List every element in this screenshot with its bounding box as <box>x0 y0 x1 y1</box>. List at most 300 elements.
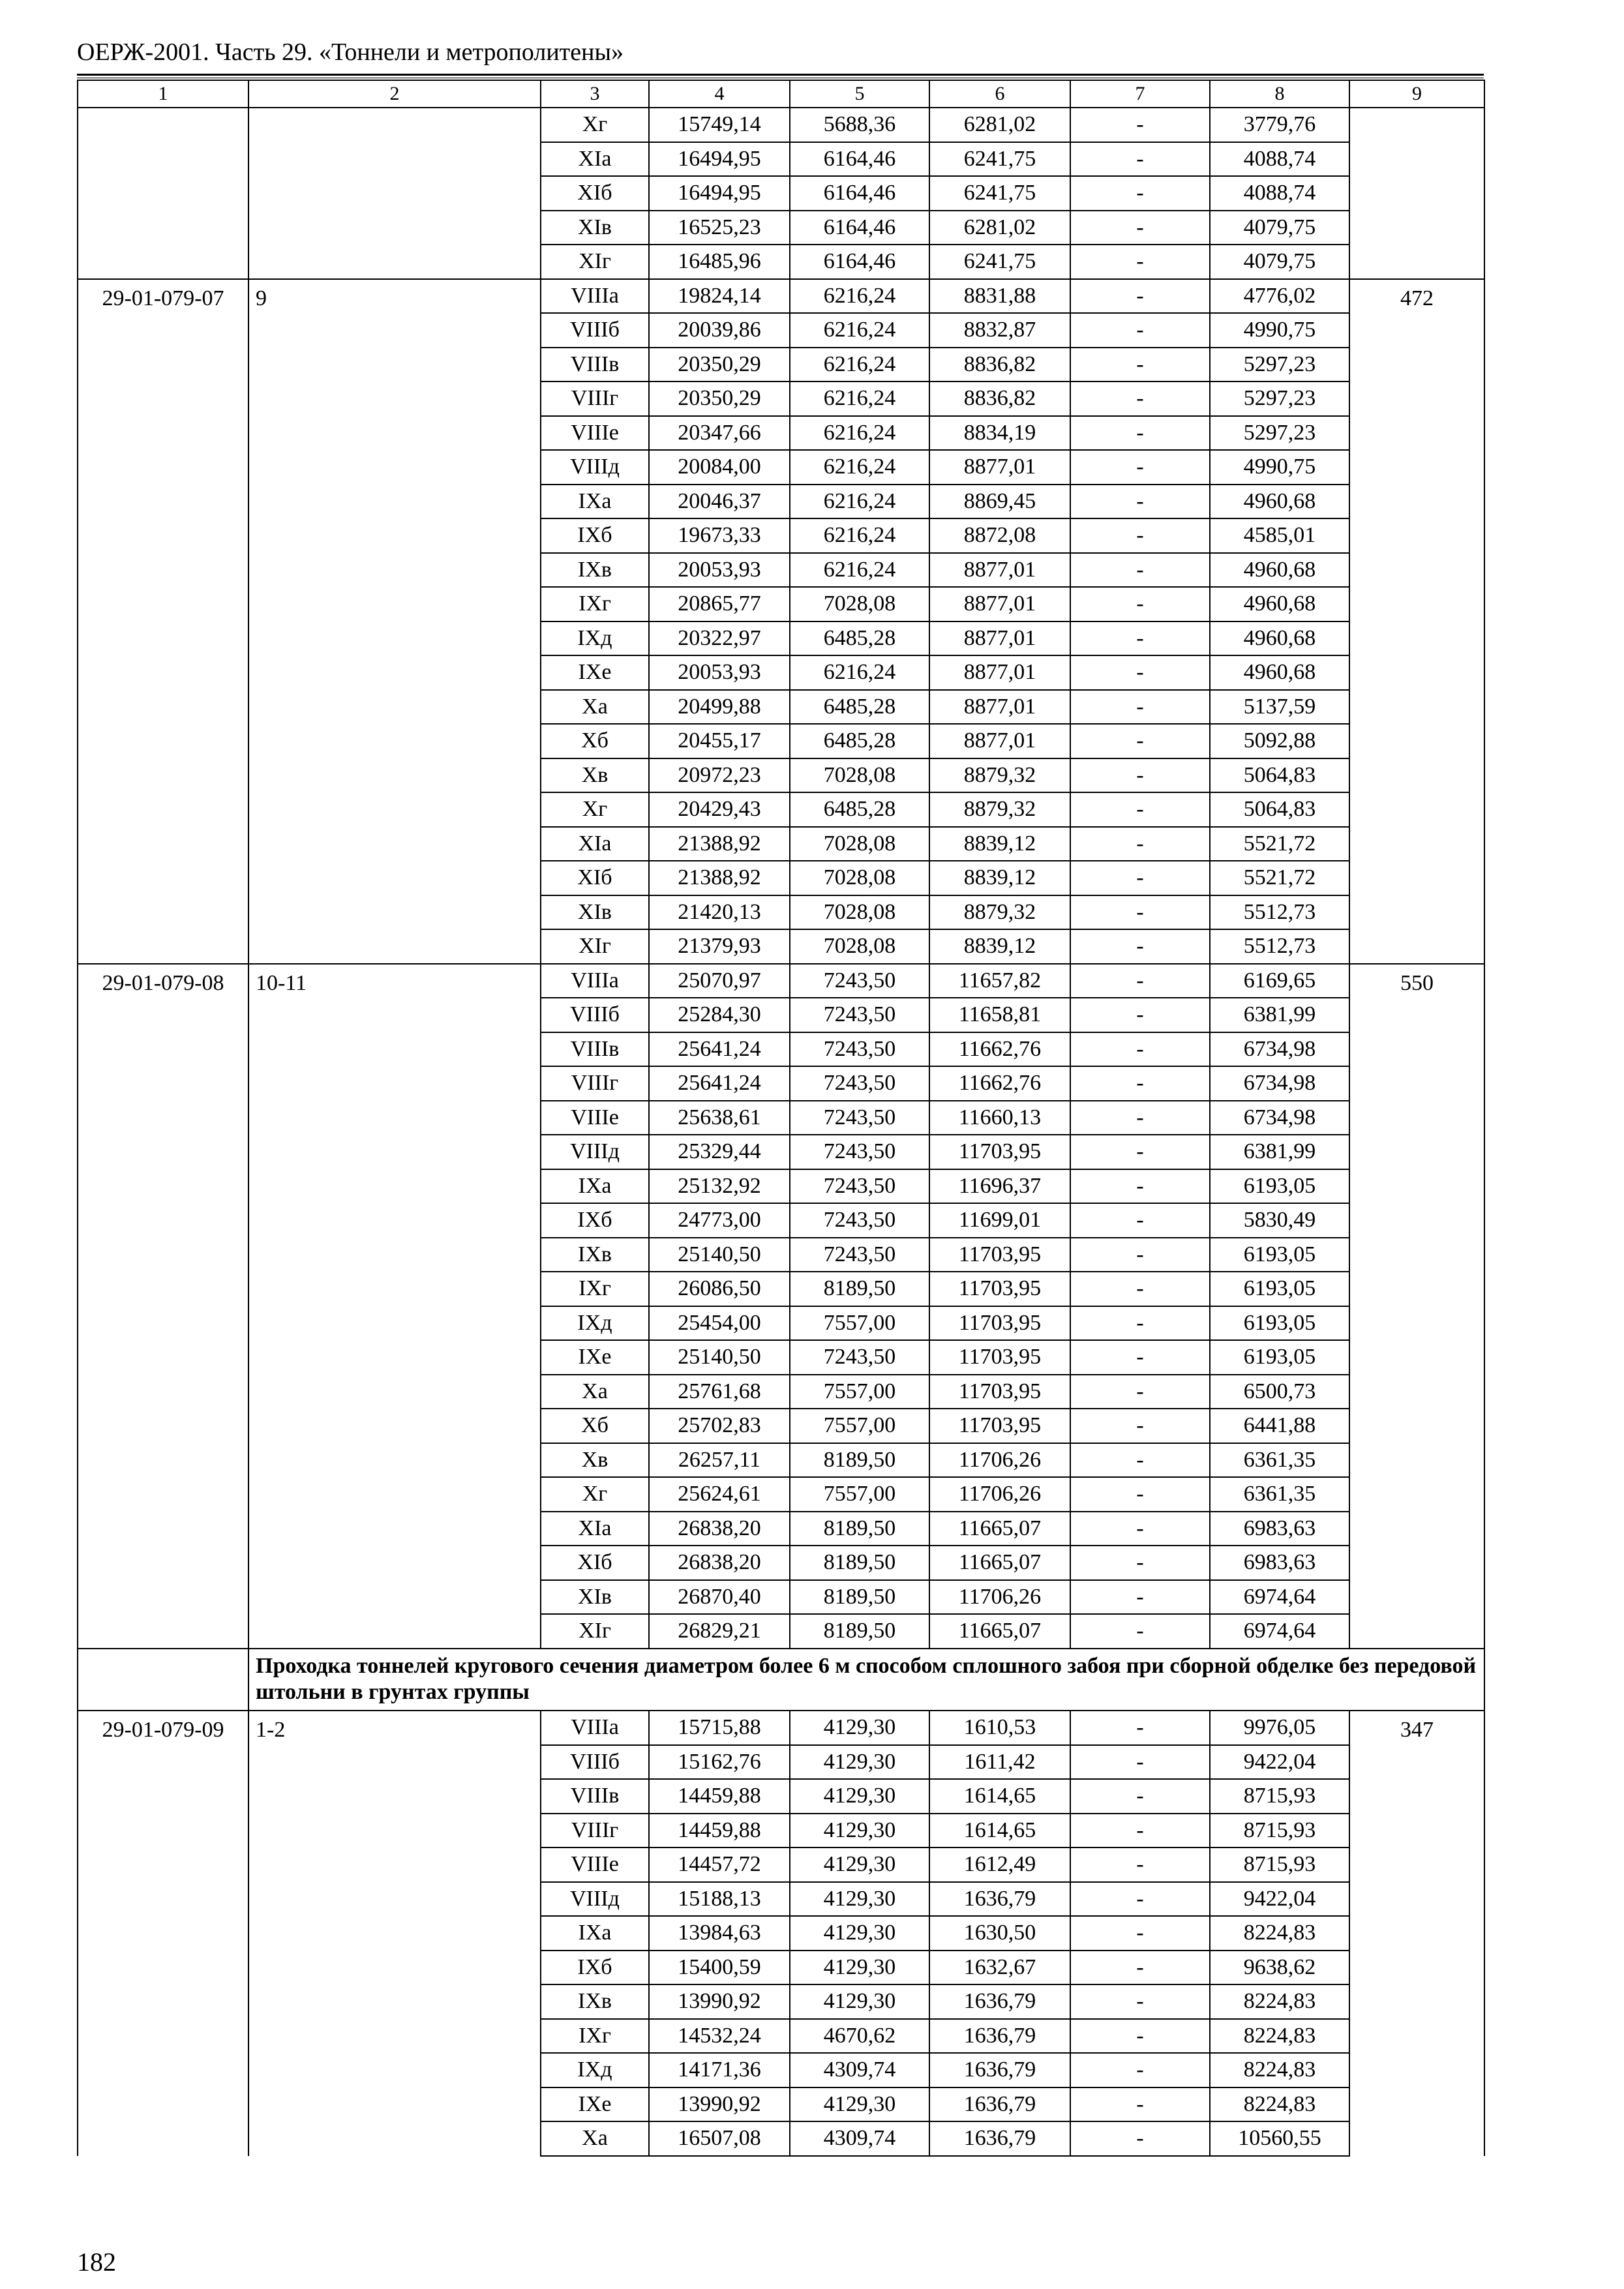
zone-class: Xв <box>541 1443 649 1478</box>
page-number: 182 <box>77 2247 116 2277</box>
driver-cost: - <box>1070 998 1210 1032</box>
material-cost: 8715,93 <box>1210 1779 1349 1814</box>
total-cost: 21388,92 <box>649 861 790 895</box>
material-cost: 5092,88 <box>1210 724 1349 758</box>
labor-cost: 6485,28 <box>790 690 929 725</box>
total-cost: 25284,30 <box>649 998 790 1032</box>
material-cost: 5064,83 <box>1210 758 1349 793</box>
driver-cost: - <box>1070 1614 1210 1649</box>
labor-cost: 4129,30 <box>790 1916 929 1951</box>
total-cost: 25702,83 <box>649 1409 790 1443</box>
driver-cost: - <box>1070 1951 1210 1985</box>
zone-class: VIIIе <box>541 416 649 451</box>
labor-cost: 7243,50 <box>790 1101 929 1135</box>
driver-cost: - <box>1070 1135 1210 1169</box>
machine-cost: 1614,65 <box>929 1814 1070 1848</box>
zone-class: Xа <box>541 1375 649 1409</box>
total-cost: 16507,08 <box>649 2121 790 2156</box>
table-row <box>78 964 1484 998</box>
machine-cost: 11703,95 <box>929 1238 1070 1272</box>
zone-class: VIIIд <box>541 450 649 485</box>
zone-class: XIг <box>541 929 649 964</box>
driver-cost: - <box>1070 518 1210 553</box>
labor-cost: 4309,74 <box>790 2121 929 2156</box>
material-cost: 6983,63 <box>1210 1512 1349 1546</box>
machine-cost: 11703,95 <box>929 1306 1070 1341</box>
zone-class: XIб <box>541 861 649 895</box>
material-cost: 9638,62 <box>1210 1951 1349 1985</box>
machine-cost: 11665,07 <box>929 1546 1070 1580</box>
driver-cost: - <box>1070 690 1210 725</box>
material-cost: 6381,99 <box>1210 998 1349 1032</box>
total-cost: 13990,92 <box>649 2087 790 2122</box>
driver-cost: - <box>1070 1580 1210 1615</box>
total-cost: 16485,96 <box>649 245 790 279</box>
driver-cost: - <box>1070 1477 1210 1512</box>
labor-cost: 7028,08 <box>790 827 929 861</box>
material-cost: 5512,73 <box>1210 895 1349 930</box>
machine-cost: 1632,67 <box>929 1951 1070 1985</box>
labor-cost: 8189,50 <box>790 1443 929 1478</box>
machine-cost: 11696,37 <box>929 1169 1070 1204</box>
driver-cost: - <box>1070 1272 1210 1306</box>
driver-cost: - <box>1070 1169 1210 1204</box>
total-cost: 26257,11 <box>649 1443 790 1478</box>
driver-cost: - <box>1070 416 1210 451</box>
zone-class: IXе <box>541 1340 649 1375</box>
material-cost: 4960,68 <box>1210 621 1349 656</box>
machine-cost: 6241,75 <box>929 176 1070 211</box>
total-cost: 24773,00 <box>649 1203 790 1238</box>
material-cost: 5297,23 <box>1210 416 1349 451</box>
machine-cost: 11665,07 <box>929 1512 1070 1546</box>
driver-cost: - <box>1070 2087 1210 2122</box>
machine-cost: 1630,50 <box>929 1916 1070 1951</box>
labor-cost: 6485,28 <box>790 724 929 758</box>
labor-cost: 8189,50 <box>790 1580 929 1615</box>
material-cost: 4960,68 <box>1210 655 1349 690</box>
zone-class: IXг <box>541 1272 649 1306</box>
machine-cost: 8877,01 <box>929 724 1070 758</box>
labor-cost: 7243,50 <box>790 1066 929 1101</box>
machine-cost: 1610,53 <box>929 1711 1070 1745</box>
driver-cost: - <box>1070 1409 1210 1443</box>
material-cost: 4990,75 <box>1210 313 1349 348</box>
total-cost: 25624,61 <box>649 1477 790 1512</box>
total-cost: 25329,44 <box>649 1135 790 1169</box>
labor-cost: 7243,50 <box>790 1032 929 1067</box>
labor-cost: 6164,46 <box>790 245 929 279</box>
material-cost: 6381,99 <box>1210 1135 1349 1169</box>
total-cost: 14457,72 <box>649 1848 790 1882</box>
material-cost: 6734,98 <box>1210 1066 1349 1101</box>
total-cost: 20053,93 <box>649 553 790 588</box>
labor-hours <box>1349 108 1484 279</box>
driver-cost: - <box>1070 1512 1210 1546</box>
zone-class: IXе <box>541 655 649 690</box>
labor-cost: 7028,08 <box>790 929 929 964</box>
zone-class: IXа <box>541 485 649 519</box>
zone-class: IXг <box>541 2019 649 2054</box>
machine-cost: 11657,82 <box>929 964 1070 998</box>
machine-cost: 11706,26 <box>929 1443 1070 1478</box>
machine-cost: 11699,01 <box>929 1203 1070 1238</box>
machine-cost: 8836,82 <box>929 382 1070 416</box>
driver-cost: - <box>1070 1745 1210 1780</box>
material-cost: 6734,98 <box>1210 1101 1349 1135</box>
zone-class: XIв <box>541 211 649 245</box>
driver-cost: - <box>1070 450 1210 485</box>
machine-cost: 1636,79 <box>929 2121 1070 2156</box>
total-cost: 20053,93 <box>649 655 790 690</box>
material-cost: 6193,05 <box>1210 1340 1349 1375</box>
driver-cost: - <box>1070 382 1210 416</box>
zone-class: IXв <box>541 553 649 588</box>
material-cost: 4960,68 <box>1210 587 1349 621</box>
machine-cost: 8836,82 <box>929 348 1070 382</box>
driver-cost: - <box>1070 1306 1210 1341</box>
driver-cost: - <box>1070 1238 1210 1272</box>
machine-cost: 11660,13 <box>929 1101 1070 1135</box>
total-cost: 25454,00 <box>649 1306 790 1341</box>
labor-cost: 4129,30 <box>790 1951 929 1985</box>
total-cost: 21379,93 <box>649 929 790 964</box>
material-cost: 4776,02 <box>1210 279 1349 314</box>
labor-cost: 4309,74 <box>790 2053 929 2087</box>
machine-cost: 1636,79 <box>929 1984 1070 2019</box>
table-row <box>78 279 1484 314</box>
labor-hours: 347 <box>1349 1711 1484 2156</box>
labor-cost: 7557,00 <box>790 1477 929 1512</box>
zone-class: VIIIа <box>541 1711 649 1745</box>
total-cost: 20322,97 <box>649 621 790 656</box>
total-cost: 15400,59 <box>649 1951 790 1985</box>
labor-cost: 8189,50 <box>790 1546 929 1580</box>
material-cost: 5137,59 <box>1210 690 1349 725</box>
zone-class: IXд <box>541 2053 649 2087</box>
driver-cost: - <box>1070 758 1210 793</box>
driver-cost: - <box>1070 1882 1210 1917</box>
labor-cost: 4129,30 <box>790 1814 929 1848</box>
table-row <box>78 108 1484 142</box>
material-cost: 4088,74 <box>1210 176 1349 211</box>
material-cost: 5521,72 <box>1210 861 1349 895</box>
machine-cost: 1636,79 <box>929 2019 1070 2054</box>
material-cost: 5297,23 <box>1210 382 1349 416</box>
driver-cost: - <box>1070 1203 1210 1238</box>
total-cost: 20429,43 <box>649 792 790 827</box>
machine-cost: 1611,42 <box>929 1745 1070 1780</box>
column-number: 8 <box>1210 80 1349 108</box>
machine-cost: 8872,08 <box>929 518 1070 553</box>
machine-cost: 8869,45 <box>929 485 1070 519</box>
labor-hours: 472 <box>1349 279 1484 964</box>
zone-class: IXа <box>541 1169 649 1204</box>
labor-cost: 6485,28 <box>790 621 929 656</box>
zone-class: VIIIг <box>541 1814 649 1848</box>
driver-cost: - <box>1070 2053 1210 2087</box>
parameter-value: 10-11 <box>248 964 541 1649</box>
driver-cost: - <box>1070 1443 1210 1478</box>
driver-cost: - <box>1070 176 1210 211</box>
machine-cost: 11662,76 <box>929 1066 1070 1101</box>
total-cost: 16494,95 <box>649 176 790 211</box>
machine-cost: 6241,75 <box>929 245 1070 279</box>
labor-cost: 4129,30 <box>790 1711 929 1745</box>
labor-cost: 7028,08 <box>790 587 929 621</box>
zone-class: VIIIв <box>541 348 649 382</box>
material-cost: 6361,35 <box>1210 1477 1349 1512</box>
machine-cost: 8834,19 <box>929 416 1070 451</box>
material-cost: 4079,75 <box>1210 211 1349 245</box>
parameter-value <box>248 108 541 279</box>
machine-cost: 8877,01 <box>929 655 1070 690</box>
zone-class: VIIIв <box>541 1779 649 1814</box>
zone-class: Xб <box>541 724 649 758</box>
labor-cost: 6216,24 <box>790 279 929 314</box>
driver-cost: - <box>1070 1375 1210 1409</box>
total-cost: 26086,50 <box>649 1272 790 1306</box>
labor-cost: 4129,30 <box>790 1882 929 1917</box>
labor-cost: 7028,08 <box>790 758 929 793</box>
machine-cost: 11706,26 <box>929 1580 1070 1615</box>
total-cost: 20350,29 <box>649 382 790 416</box>
zone-class: IXб <box>541 1951 649 1985</box>
material-cost: 4960,68 <box>1210 553 1349 588</box>
total-cost: 19824,14 <box>649 279 790 314</box>
machine-cost: 6281,02 <box>929 108 1070 142</box>
zone-class: Xг <box>541 792 649 827</box>
total-cost: 13990,92 <box>649 1984 790 2019</box>
labor-cost: 6164,46 <box>790 142 929 177</box>
total-cost: 25638,61 <box>649 1101 790 1135</box>
machine-cost: 11703,95 <box>929 1340 1070 1375</box>
total-cost: 25132,92 <box>649 1169 790 1204</box>
machine-cost: 1612,49 <box>929 1848 1070 1882</box>
total-cost: 15749,14 <box>649 108 790 142</box>
material-cost: 8224,83 <box>1210 2053 1349 2087</box>
section-title: Проходка тоннелей кругового сечения диаметром более 6 м способом сплошного забоя при сборной обделке без передовой штольни в грунтах группы <box>248 1649 1484 1711</box>
driver-cost: - <box>1070 313 1210 348</box>
material-cost: 4079,75 <box>1210 245 1349 279</box>
column-number: 3 <box>541 80 649 108</box>
labor-cost: 6216,24 <box>790 450 929 485</box>
total-cost: 14459,88 <box>649 1779 790 1814</box>
driver-cost: - <box>1070 929 1210 964</box>
labor-cost: 6216,24 <box>790 382 929 416</box>
machine-cost: 8832,87 <box>929 313 1070 348</box>
labor-cost: 7557,00 <box>790 1375 929 1409</box>
table-body <box>78 80 1484 2156</box>
labor-cost: 6216,24 <box>790 313 929 348</box>
zone-class: Xа <box>541 2121 649 2156</box>
labor-cost: 6216,24 <box>790 416 929 451</box>
total-cost: 25761,68 <box>649 1375 790 1409</box>
material-cost: 3779,76 <box>1210 108 1349 142</box>
zone-class: XIа <box>541 1512 649 1546</box>
total-cost: 13984,63 <box>649 1916 790 1951</box>
zone-class: VIIIг <box>541 382 649 416</box>
labor-cost: 6164,46 <box>790 176 929 211</box>
parameter-value: 9 <box>248 279 541 964</box>
zone-class: VIIIд <box>541 1135 649 1169</box>
material-cost: 6974,64 <box>1210 1614 1349 1649</box>
column-number: 1 <box>78 80 248 108</box>
zone-class: VIIIв <box>541 1032 649 1067</box>
machine-cost: 1636,79 <box>929 2053 1070 2087</box>
driver-cost: - <box>1070 827 1210 861</box>
zone-class: IXд <box>541 1306 649 1341</box>
labor-cost: 7557,00 <box>790 1409 929 1443</box>
driver-cost: - <box>1070 1814 1210 1848</box>
machine-cost: 8879,32 <box>929 758 1070 793</box>
total-cost: 15715,88 <box>649 1711 790 1745</box>
rate-code <box>78 108 248 279</box>
driver-cost: - <box>1070 1032 1210 1067</box>
zone-class: IXб <box>541 1203 649 1238</box>
total-cost: 20972,23 <box>649 758 790 793</box>
total-cost: 25641,24 <box>649 1032 790 1067</box>
machine-cost: 11706,26 <box>929 1477 1070 1512</box>
zone-class: VIIIг <box>541 1066 649 1101</box>
material-cost: 5064,83 <box>1210 792 1349 827</box>
driver-cost: - <box>1070 279 1210 314</box>
machine-cost: 8877,01 <box>929 587 1070 621</box>
total-cost: 25070,97 <box>649 964 790 998</box>
zone-class: Xг <box>541 108 649 142</box>
total-cost: 21388,92 <box>649 827 790 861</box>
labor-cost: 4129,30 <box>790 1848 929 1882</box>
zone-class: XIв <box>541 1580 649 1615</box>
total-cost: 15162,76 <box>649 1745 790 1780</box>
column-number: 7 <box>1070 80 1210 108</box>
machine-cost: 8831,88 <box>929 279 1070 314</box>
driver-cost: - <box>1070 861 1210 895</box>
material-cost: 6193,05 <box>1210 1306 1349 1341</box>
driver-cost: - <box>1070 2019 1210 2054</box>
zone-class: Xв <box>541 758 649 793</box>
material-cost: 8715,93 <box>1210 1814 1349 1848</box>
total-cost: 19673,33 <box>649 518 790 553</box>
material-cost: 6734,98 <box>1210 1032 1349 1067</box>
rate-code: 29-01-079-07 <box>78 279 248 964</box>
machine-cost: 1636,79 <box>929 1882 1070 1917</box>
zone-class: IXе <box>541 2087 649 2122</box>
zone-class: VIIIб <box>541 313 649 348</box>
zone-class: XIа <box>541 142 649 177</box>
material-cost: 6983,63 <box>1210 1546 1349 1580</box>
total-cost: 20347,66 <box>649 416 790 451</box>
total-cost: 14459,88 <box>649 1814 790 1848</box>
column-number: 6 <box>929 80 1070 108</box>
machine-cost: 11703,95 <box>929 1272 1070 1306</box>
material-cost: 6500,73 <box>1210 1375 1349 1409</box>
machine-cost: 6241,75 <box>929 142 1070 177</box>
labor-cost: 4129,30 <box>790 1984 929 2019</box>
driver-cost: - <box>1070 142 1210 177</box>
labor-cost: 4129,30 <box>790 1745 929 1780</box>
machine-cost: 11665,07 <box>929 1614 1070 1649</box>
labor-cost: 6216,24 <box>790 655 929 690</box>
total-cost: 26870,40 <box>649 1580 790 1615</box>
machine-cost: 8877,01 <box>929 621 1070 656</box>
driver-cost: - <box>1070 2121 1210 2156</box>
rates-table <box>77 80 1485 2157</box>
machine-cost: 6281,02 <box>929 211 1070 245</box>
zone-class: XIг <box>541 1614 649 1649</box>
material-cost: 6193,05 <box>1210 1169 1349 1204</box>
table-row <box>78 1711 1484 1745</box>
zone-class: IXв <box>541 1238 649 1272</box>
material-cost: 4088,74 <box>1210 142 1349 177</box>
labor-cost: 7028,08 <box>790 861 929 895</box>
total-cost: 26838,20 <box>649 1546 790 1580</box>
zone-class: XIб <box>541 1546 649 1580</box>
material-cost: 4585,01 <box>1210 518 1349 553</box>
total-cost: 26838,20 <box>649 1512 790 1546</box>
column-number: 4 <box>649 80 790 108</box>
machine-cost: 8877,01 <box>929 690 1070 725</box>
total-cost: 20039,86 <box>649 313 790 348</box>
material-cost: 8715,93 <box>1210 1848 1349 1882</box>
total-cost: 15188,13 <box>649 1882 790 1917</box>
labor-cost: 8189,50 <box>790 1272 929 1306</box>
driver-cost: - <box>1070 1340 1210 1375</box>
zone-class: VIIIб <box>541 998 649 1032</box>
zone-class: VIIIе <box>541 1848 649 1882</box>
driver-cost: - <box>1070 108 1210 142</box>
labor-cost: 7243,50 <box>790 1203 929 1238</box>
total-cost: 21420,13 <box>649 895 790 930</box>
machine-cost: 8839,12 <box>929 929 1070 964</box>
machine-cost: 11662,76 <box>929 1032 1070 1067</box>
total-cost: 25140,50 <box>649 1238 790 1272</box>
machine-cost: 8879,32 <box>929 792 1070 827</box>
labor-cost: 7243,50 <box>790 1340 929 1375</box>
material-cost: 5297,23 <box>1210 348 1349 382</box>
total-cost: 20084,00 <box>649 450 790 485</box>
driver-cost: - <box>1070 1984 1210 2019</box>
material-cost: 6193,05 <box>1210 1272 1349 1306</box>
total-cost: 14171,36 <box>649 2053 790 2087</box>
driver-cost: - <box>1070 1546 1210 1580</box>
total-cost: 20046,37 <box>649 485 790 519</box>
labor-hours: 550 <box>1349 964 1484 1649</box>
material-cost: 6361,35 <box>1210 1443 1349 1478</box>
zone-class: IXв <box>541 1984 649 2019</box>
total-cost: 16525,23 <box>649 211 790 245</box>
material-cost: 5830,49 <box>1210 1203 1349 1238</box>
zone-class: IXб <box>541 518 649 553</box>
material-cost: 6169,65 <box>1210 964 1349 998</box>
labor-cost: 7557,00 <box>790 1306 929 1341</box>
driver-cost: - <box>1070 1916 1210 1951</box>
parameter-value: 1-2 <box>248 1711 541 2156</box>
driver-cost: - <box>1070 792 1210 827</box>
driver-cost: - <box>1070 895 1210 930</box>
labor-cost: 4129,30 <box>790 1779 929 1814</box>
labor-cost: 4129,30 <box>790 2087 929 2122</box>
zone-class: Xг <box>541 1477 649 1512</box>
column-number: 5 <box>790 80 929 108</box>
labor-cost: 7243,50 <box>790 964 929 998</box>
zone-class: Xа <box>541 690 649 725</box>
material-cost: 5521,72 <box>1210 827 1349 861</box>
rate-code: 29-01-079-09 <box>78 1711 248 2156</box>
material-cost: 8224,83 <box>1210 1984 1349 2019</box>
machine-cost: 11703,95 <box>929 1135 1070 1169</box>
zone-class: VIIIд <box>541 1882 649 1917</box>
